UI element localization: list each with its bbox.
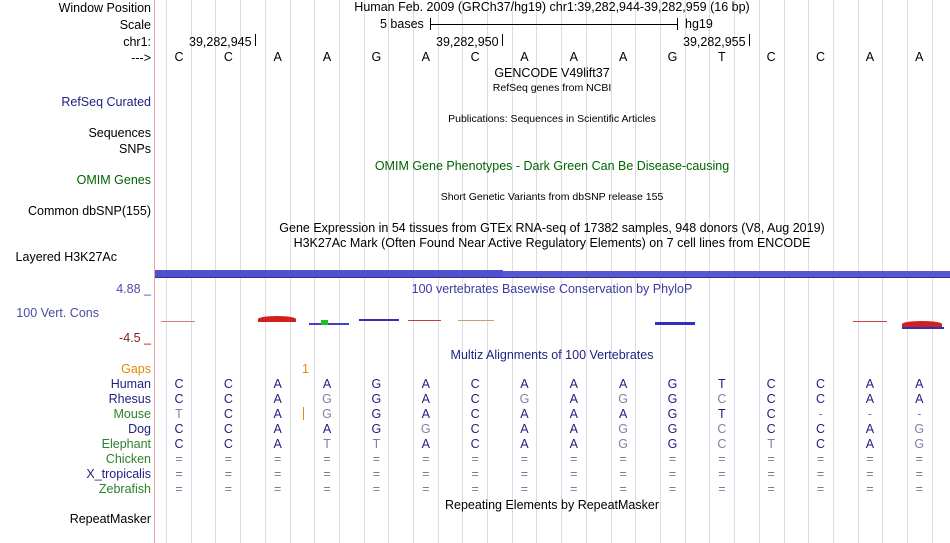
h3k27ac-baseline — [155, 277, 950, 278]
alignment-base: = — [422, 452, 430, 466]
alignment-base: = — [175, 482, 183, 496]
alignment-base: = — [668, 452, 677, 466]
alignment-base: = — [471, 467, 479, 481]
alignment-base: C — [470, 407, 480, 421]
alignment-base: A — [569, 407, 578, 421]
alignment-base: = — [570, 482, 578, 496]
refseq-track-link[interactable]: RefSeq Curated — [61, 95, 151, 109]
phylop-bar — [408, 320, 441, 321]
alignment-base: = — [471, 482, 479, 496]
alignment-base: = — [372, 452, 381, 466]
track-label-column — [0, 0, 153, 543]
species-label-dog: Dog — [128, 422, 151, 436]
alignment-base: A — [618, 407, 628, 421]
alignment-base: C — [223, 407, 233, 421]
phylop-min-value: -4.5 _ — [119, 331, 151, 345]
alignment-base: C — [470, 377, 480, 391]
alignment-base: T — [718, 377, 726, 391]
alignment-base: A — [520, 377, 529, 391]
alignment-base: = — [668, 467, 677, 481]
phylop-bar — [161, 321, 195, 322]
species-label-mouse: Mouse — [113, 407, 151, 421]
alignment-base: - — [917, 407, 922, 421]
alignment-base: G — [371, 422, 382, 436]
sequences-label: Sequences — [88, 126, 151, 140]
alignment-base: C — [174, 437, 184, 451]
alignment-base: T — [323, 437, 331, 451]
alignment-base: A — [569, 422, 578, 436]
alignment-base: = — [619, 467, 627, 481]
alignment-base: = — [570, 452, 578, 466]
alignment-base: = — [422, 467, 430, 481]
alignment-base: G — [371, 407, 382, 421]
alignment-base: A — [273, 437, 282, 451]
alignment-base: A — [273, 407, 282, 421]
alignment-base: C — [174, 392, 184, 406]
alignment-base: A — [569, 392, 578, 406]
refseq-track-title[interactable]: RefSeq genes from NCBI — [492, 82, 612, 94]
sequence-base: C — [816, 50, 826, 64]
alignment-base: C — [717, 422, 727, 436]
alignment-base: = — [224, 467, 232, 481]
alignment-base: = — [816, 482, 825, 496]
repeatmasker-track-title[interactable]: Repeating Elements by RepeatMasker — [444, 498, 660, 512]
sequence-base: G — [371, 50, 382, 64]
alignment-base: G — [667, 437, 678, 451]
strand-label: ---> — [131, 51, 151, 65]
alignment-base: C — [223, 392, 233, 406]
gaps-label: Gaps — [121, 362, 151, 376]
alignment-base: A — [421, 437, 430, 451]
alignment-base: G — [667, 407, 678, 421]
sequence-base: A — [915, 50, 924, 64]
sequence-base: A — [421, 50, 430, 64]
alignment-base: = — [570, 467, 578, 481]
alignment-base: C — [223, 377, 233, 391]
publications-track-title[interactable]: Publications: Sequences in Scientific Articles — [448, 113, 656, 125]
alignment-base: = — [915, 467, 923, 481]
alignment-base: = — [274, 452, 282, 466]
h3k27ac-label[interactable]: Layered H3K27Ac — [15, 250, 117, 264]
alignment-base: = — [718, 452, 726, 466]
alignment-base: G — [519, 392, 530, 406]
alignment-base: G — [371, 377, 382, 391]
alignment-base: A — [520, 422, 529, 436]
alignment-base: G — [667, 377, 678, 391]
alignment-base: = — [866, 482, 874, 496]
alignment-base: C — [470, 392, 480, 406]
alignment-base: = — [323, 482, 331, 496]
alignment-base: C — [470, 437, 480, 451]
alignment-base: G — [420, 422, 431, 436]
alignment-base: A — [865, 422, 875, 436]
alignment-base: G — [914, 422, 925, 436]
alignment-base: C — [816, 377, 826, 391]
alignment-base: G — [667, 392, 678, 406]
alignment-base: C — [174, 422, 184, 436]
alignment-base: = — [718, 467, 726, 481]
alignment-base: = — [866, 452, 874, 466]
alignment-base: A — [915, 392, 924, 406]
alignment-base: - — [818, 407, 823, 421]
phylop-bar — [458, 320, 494, 321]
alignment-base: = — [767, 452, 775, 466]
assembly-position-text: Human Feb. 2009 (GRCh37/hg19) chr1:39,282,944-39,282,959 (16 bp) — [354, 0, 750, 14]
alignment-base: = — [323, 467, 331, 481]
alignment-base: - — [867, 407, 872, 421]
alignment-base: A — [569, 437, 578, 451]
sequence-base: C — [223, 50, 233, 64]
alignment-base: = — [619, 482, 627, 496]
phylop-peak — [321, 320, 328, 325]
alignment-base: T — [175, 407, 183, 421]
alignment-base: C — [717, 437, 727, 451]
alignment-base: G — [371, 392, 382, 406]
alignment-base: G — [618, 422, 628, 436]
alignment-base: C — [223, 422, 233, 436]
mouse-insertion-marker — [303, 407, 304, 420]
alignment-base: = — [915, 452, 923, 466]
sequence-base: A — [865, 50, 875, 64]
phylop-bar — [655, 322, 695, 325]
sequence-base: G — [667, 50, 678, 64]
species-label-chicken: Chicken — [105, 452, 151, 466]
alignment-base: C — [470, 422, 480, 436]
alignment-base: = — [668, 482, 677, 496]
coord-label: 39,282,950 — [436, 35, 499, 49]
alignment-base: C — [766, 377, 776, 391]
phylop-track-label[interactable]: 100 Vert. Cons — [16, 306, 99, 320]
window-position-label: Window Position — [58, 1, 151, 15]
sequence-base: A — [569, 50, 578, 64]
sequence-base: A — [322, 50, 332, 64]
scale-label: Scale — [119, 18, 151, 32]
chr-label: chr1: — [123, 35, 151, 49]
alignment-base: A — [520, 407, 529, 421]
sequence-base: A — [520, 50, 529, 64]
scale-bases-text: 5 bases — [380, 17, 424, 31]
alignment-base: = — [274, 467, 282, 481]
phylop-bar — [902, 327, 944, 329]
coord-tick — [749, 34, 750, 46]
alignment-base: = — [866, 467, 874, 481]
h3k27ac-track-title[interactable]: H3K27Ac Mark (Often Found Near Active Regulatory Elements) on 7 cell lines from ENCODE — [293, 236, 811, 250]
gap-count: 1 — [302, 362, 309, 376]
alignment-base: C — [816, 392, 826, 406]
snps-label: SNPs — [119, 142, 151, 156]
alignment-base: A — [865, 392, 875, 406]
alignment-base: A — [865, 437, 875, 451]
alignment-base: G — [322, 392, 332, 406]
sequence-base: C — [174, 50, 184, 64]
alignment-base: = — [619, 452, 627, 466]
scale-assembly-text: hg19 — [685, 17, 713, 31]
alignment-base: A — [273, 422, 282, 436]
alignment-base: G — [667, 422, 678, 436]
alignment-base: T — [372, 437, 381, 451]
dbsnp-track-title[interactable]: Short Genetic Variants from dbSNP release 155 — [440, 191, 664, 203]
phylop-max-value: 4.88 _ — [116, 282, 151, 296]
phylop-track-title[interactable]: 100 vertebrates Basewise Conservation by PhyloP — [411, 282, 693, 296]
alignment-base: = — [224, 452, 232, 466]
alignment-base: C — [766, 422, 776, 436]
alignment-base: G — [914, 437, 925, 451]
common-dbsnp-label[interactable]: Common dbSNP(155) — [28, 204, 151, 218]
alignment-base: = — [816, 452, 825, 466]
alignment-base: G — [618, 437, 628, 451]
phylop-peak — [258, 316, 296, 322]
coord-label: 39,282,945 — [189, 35, 252, 49]
alignment-base: = — [422, 482, 430, 496]
h3k27ac-bar — [155, 270, 503, 277]
scale-line — [430, 24, 677, 25]
alignment-base: T — [718, 407, 726, 421]
alignment-base: C — [717, 392, 727, 406]
alignment-base: = — [718, 482, 726, 496]
alignment-base: = — [767, 482, 775, 496]
alignment-base: = — [520, 467, 529, 481]
alignment-base: C — [766, 407, 776, 421]
gtex-track-title[interactable]: Gene Expression in 54 tissues from GTEx RNA-seq of 17382 samples, 948 donors (V8, Aug 2019) — [279, 221, 825, 235]
scale-right-tick — [677, 18, 678, 30]
alignment-base: = — [323, 452, 331, 466]
alignment-base: A — [421, 392, 430, 406]
alignment-base: C — [174, 377, 184, 391]
alignment-base: = — [175, 467, 183, 481]
species-label-rhesus: Rhesus — [108, 392, 151, 406]
alignment-base: A — [865, 377, 875, 391]
alignment-base: A — [421, 407, 430, 421]
sequence-base: C — [470, 50, 480, 64]
alignment-base: A — [322, 377, 332, 391]
alignment-base: A — [569, 377, 578, 391]
sequence-base: C — [766, 50, 776, 64]
species-label-elephant: Elephant — [101, 437, 151, 451]
sequence-base: A — [273, 50, 282, 64]
coord-tick — [255, 34, 256, 46]
phylop-bar — [309, 323, 349, 325]
alignment-base: A — [273, 377, 282, 391]
alignment-base: G — [618, 392, 628, 406]
alignment-base: G — [322, 407, 332, 421]
alignment-base: A — [322, 422, 332, 436]
repeatmasker-label[interactable]: RepeatMasker — [69, 512, 151, 526]
omim-track-title[interactable]: OMIM Gene Phenotypes - Dark Green Can Be Disease-causing — [374, 159, 730, 173]
sequence-base: A — [618, 50, 628, 64]
alignment-base: T — [767, 437, 775, 451]
coord-tick — [502, 34, 503, 46]
species-label-human: Human — [110, 377, 151, 391]
alignment-base: A — [421, 377, 430, 391]
alignment-base: = — [520, 452, 529, 466]
species-label-x_tropicalis: X_tropicalis — [86, 467, 151, 481]
alignment-base: = — [274, 482, 282, 496]
alignment-base: = — [372, 482, 381, 496]
multiz-track-title[interactable]: Multiz Alignments of 100 Vertebrates — [450, 348, 654, 362]
omim-genes-track-link[interactable]: OMIM Genes — [76, 173, 151, 187]
sequence-base: T — [718, 50, 726, 64]
alignment-base: = — [372, 467, 381, 481]
alignment-base: A — [915, 377, 924, 391]
alignment-base: C — [766, 392, 776, 406]
alignment-base: A — [618, 377, 628, 391]
gencode-track-title[interactable]: GENCODE V49lift37 — [494, 66, 610, 80]
species-label-zebrafish: Zebrafish — [98, 482, 151, 496]
phylop-bar — [359, 319, 399, 321]
alignment-base: C — [223, 437, 233, 451]
browser-track-image[interactable] — [155, 0, 950, 543]
alignment-base: = — [471, 452, 479, 466]
alignment-base: = — [915, 482, 923, 496]
alignment-base: = — [224, 482, 232, 496]
phylop-bar — [853, 321, 887, 322]
alignment-base: = — [175, 452, 183, 466]
alignment-base: = — [767, 467, 775, 481]
alignment-base: C — [816, 437, 826, 451]
alignment-base: C — [816, 422, 826, 436]
coord-label: 39,282,955 — [683, 35, 746, 49]
alignment-base: = — [520, 482, 529, 496]
alignment-base: A — [520, 437, 529, 451]
alignment-base: A — [273, 392, 282, 406]
alignment-base: = — [816, 467, 825, 481]
